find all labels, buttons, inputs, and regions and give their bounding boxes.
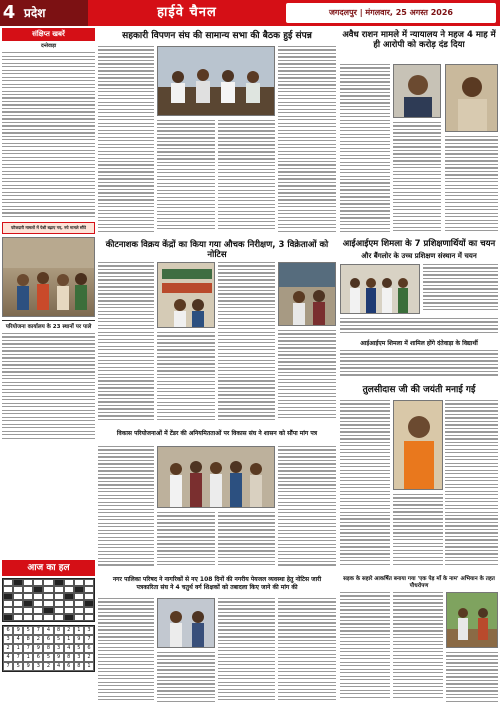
subheadline-iim: आईआईएम शिमला में शामिल होंगे दंतेवाड़ा के विद्यार्थी — [360, 340, 478, 347]
headline-road: सड़क के सहारे आकर्षित बनाया गया 'एक पेड़ माँ के नाम' अभियान के तहत पौधरोपण — [343, 576, 495, 589]
article-text — [445, 400, 498, 570]
article-text — [218, 120, 275, 236]
sidebar-title: संक्षिप्त खबरें — [2, 28, 95, 41]
article-text — [446, 652, 498, 706]
article-text — [218, 262, 275, 426]
article-text — [445, 136, 498, 236]
puzzle-box — [2, 560, 95, 705]
memorandum-photo — [157, 446, 275, 508]
article-text — [98, 262, 154, 426]
students-photo — [340, 264, 420, 314]
sidebar-photo — [2, 237, 95, 317]
officer-photo — [445, 64, 498, 132]
article-text — [278, 446, 336, 570]
sidebar-caption: फौजदारी मामलों में पेशी बढ़ाए गए, नये मामले सौंपे — [2, 222, 95, 233]
sidebar-headline: दन्तेवाड़ा — [40, 43, 57, 50]
sidebar-headline-2: परियोजना कार्यालय के 23 स्थानों पर पाले — [5, 323, 92, 330]
headline-mid-right: आईआईएम शिमला के 7 प्रशिक्षणार्थियों का चयन — [342, 239, 496, 249]
puzzle-title: आज का हल — [2, 560, 95, 576]
tulsidas-photo — [393, 400, 443, 490]
article-text — [218, 512, 275, 570]
article-text — [340, 350, 498, 380]
article-text — [393, 592, 443, 706]
headline-police: नगर पालिका परिषद ने नागरिकों से नए 108 दिनों की नगरीय पेयजल व्यवस्था हेतु नोटिस जारी पत्रकारिता संघ ने 4 चतुर्थ वर्ग शिक्षकों को तबादला किए जाने की मांग की — [112, 576, 322, 591]
sudoku-grid: 6 9 5 7 4 8 2 1 3 3 4 8 2 6 5 1 9 7 2 1 7 9 8 3 4 5 6 4 7 1 6 5 9 8 3 2 7 5 9 3 2 4 6 8 1 — [2, 625, 95, 672]
article-text — [98, 46, 154, 236]
article-text — [278, 598, 336, 706]
article-text — [157, 512, 215, 570]
subheadline-mid-right: और बैंगलोर के उच्च प्रशिक्षण संस्थान में चयन — [361, 252, 477, 260]
headline-top-right: अवैध राशन मामले में न्यायालय ने महज 4 माह में ही आरोपी को करोड़ दंड दिया — [342, 30, 496, 51]
section-name: प्रदेश — [18, 0, 88, 26]
page-header — [0, 0, 500, 26]
crossword-grid — [2, 578, 95, 622]
headline-bastar: विकास परियोजनाओं में टेंडर की अनियमितताओं पर विकास संघ ने शासन को सौंपा मांग पत्र — [116, 430, 318, 437]
article-text — [157, 652, 215, 706]
article-text — [393, 494, 443, 570]
article-text — [157, 120, 215, 236]
article-text — [157, 332, 215, 426]
article-text — [340, 400, 390, 570]
article-text — [278, 46, 336, 236]
brand-title: हाईवे चैनल — [157, 5, 217, 21]
shop-photo — [157, 262, 215, 328]
article-text — [278, 330, 336, 426]
meeting-photo-2 — [157, 598, 215, 648]
article-text — [340, 318, 498, 338]
article-text — [218, 598, 275, 706]
article-text — [98, 446, 154, 570]
article-text — [340, 592, 390, 706]
article-text — [423, 264, 498, 314]
sidebar-text-block-2 — [2, 333, 95, 443]
headline-tulsidas: तुलसीदास जी की जयंती मनाई गई — [362, 385, 476, 395]
article-text — [340, 64, 390, 236]
page-number: 4 — [0, 0, 18, 26]
article-text — [393, 122, 441, 236]
date-line: जगदलपुर | मंगलवार, 25 अगस्त 2026 — [286, 3, 496, 23]
article-text — [98, 598, 154, 706]
plantation-photo — [446, 592, 498, 648]
headline-top-left: सहकारी विपणन संघ की सामान्य सभा की बैठक हुई संपन्न — [122, 31, 312, 41]
headline-mid-left: कीटनाशक विक्रय केंद्रों का किया गया औचक निरीक्षण, 3 विक्रेताओं को नोटिस — [105, 240, 329, 261]
meeting-photo — [157, 46, 275, 116]
sidebar-text-block — [2, 52, 95, 222]
inspection-photo — [278, 262, 336, 326]
portrait-photo — [393, 64, 441, 118]
